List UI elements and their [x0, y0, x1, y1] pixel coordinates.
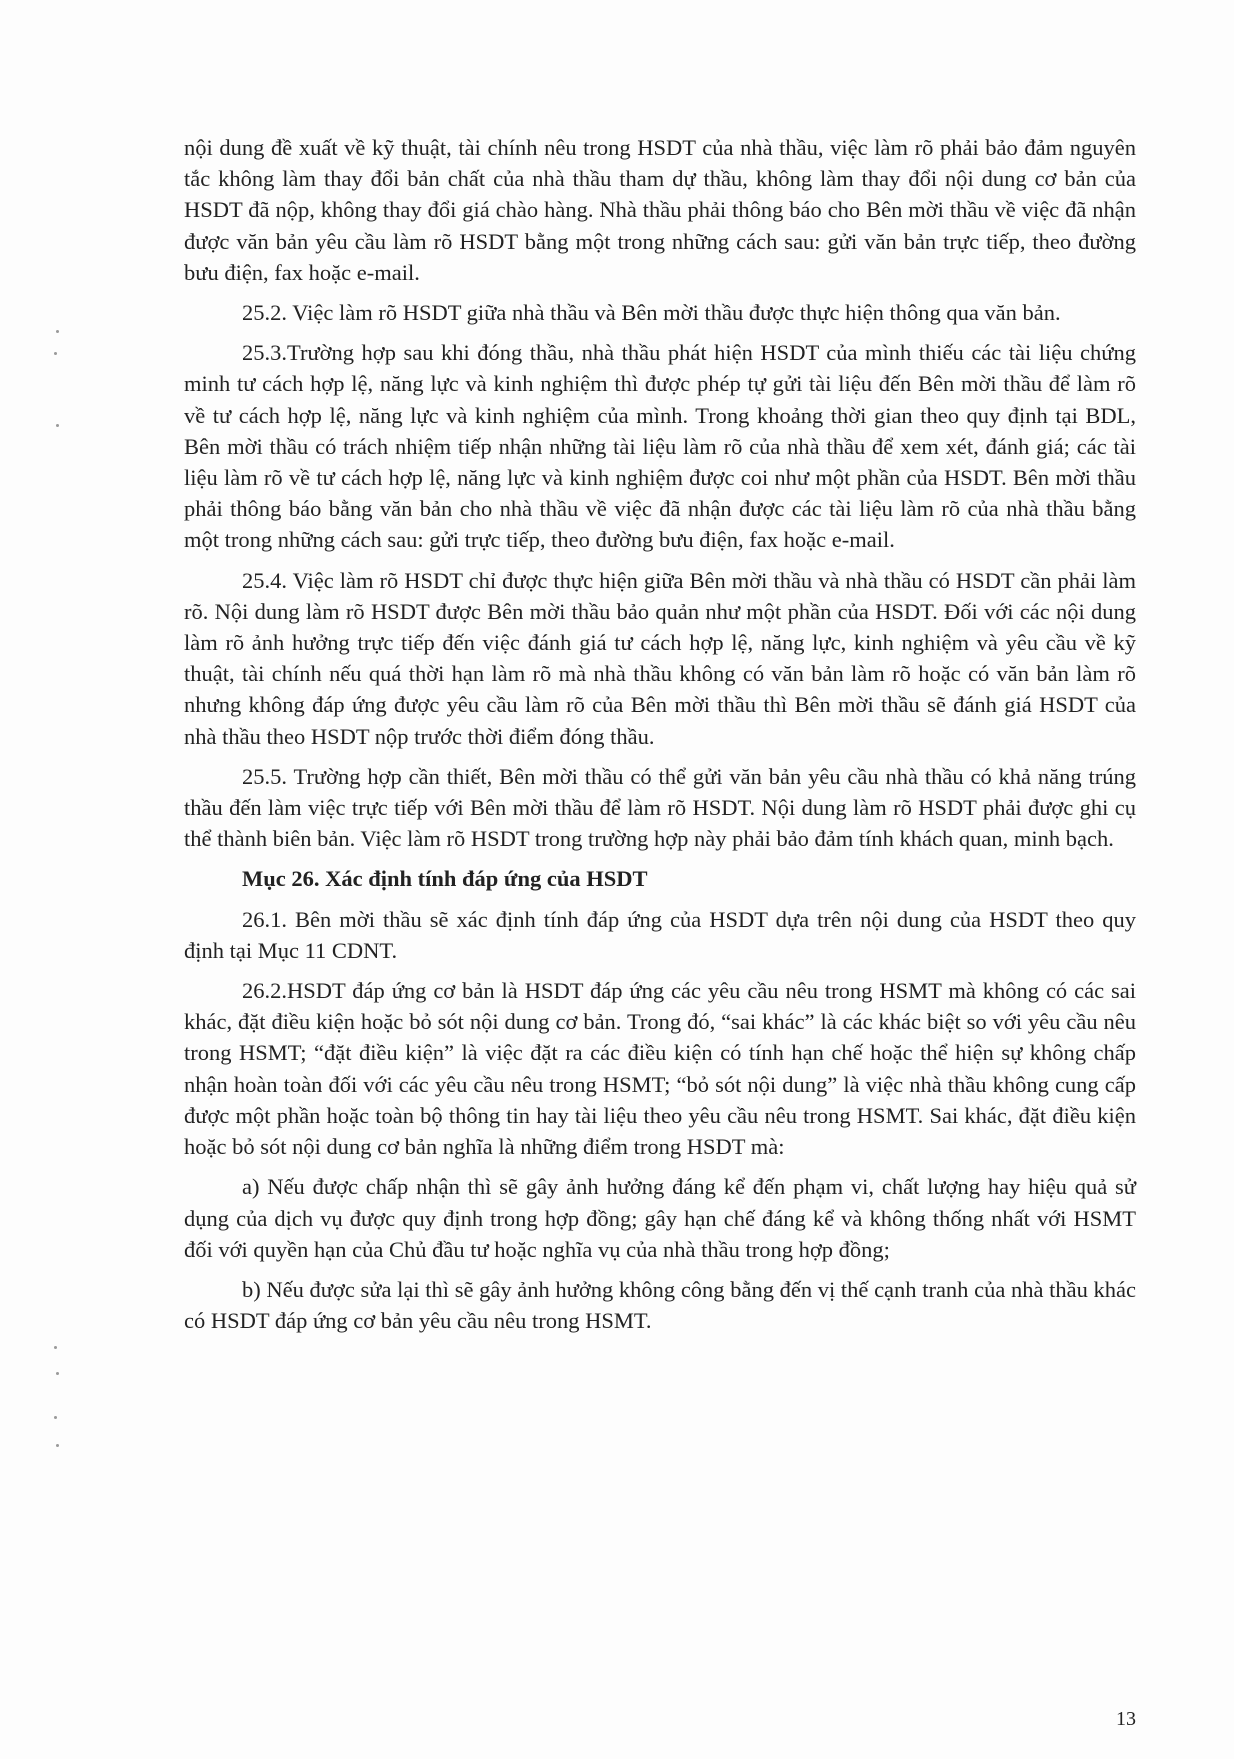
scan-speck [56, 330, 59, 333]
paragraph-25-4: 25.4. Việc làm rõ HSDT chỉ được thực hiện giữa Bên mời thầu và nhà thầu có HSDT cần phải làm rõ. Nội dung làm rõ HSDT được Bên mời thầu bảo quản như một phần của HSDT. Đối với các nội dung làm rõ ảnh hưởng trực tiếp đến việc đánh giá tư cách hợp lệ, năng lực, kinh nghiệm và yêu cầu về kỹ thuật, tài chính nếu quá thời hạn làm rõ mà nhà thầu không có văn bản làm rõ hoặc có văn bản làm rõ nhưng không đáp ứng được yêu cầu làm rõ của Bên mời thầu thì Bên mời thầu sẽ đánh giá HSDT của nhà thầu theo HSDT nộp trước thời điểm đóng thầu. [184, 567, 1136, 749]
paragraph-26-1: 26.1. Bên mời thầu sẽ xác định tính đáp ứng của HSDT dựa trên nội dung của HSDT theo quy định tại Mục 11 CDNT. [184, 906, 1136, 963]
paragraph-25-3: 25.3.Trường hợp sau khi đóng thầu, nhà thầu phát hiện HSDT của mình thiếu các tài liệu chứng minh tư cách hợp lệ, năng lực và kinh nghiệm thì được phép tự gửi tài liệu đến Bên mời thầu để làm rõ về tư cách hợp lệ, năng lực và kinh nghiệm của mình. Trong khoảng thời gian theo quy định tại BDL, Bên mời thầu có trách nhiệm tiếp nhận những tài liệu làm rõ của nhà thầu để xem xét, đánh giá; các tài liệu làm rõ về tư cách hợp lệ, năng lực và kinh nghiệm được coi như một phần của HSDT. Bên mời thầu phải thông báo bằng văn bản cho nhà thầu về việc đã nhận được các tài liệu làm rõ của nhà thầu bằng một trong những cách sau: gửi trực tiếp, theo đường bưu điện, fax hoặc e-mail. [184, 340, 1136, 553]
scan-speck [54, 1346, 57, 1349]
section-heading-26: Mục 26. Xác định tính đáp ứng của HSDT [242, 866, 648, 892]
document-body [184, 132, 1136, 1345]
scan-speck [54, 1416, 57, 1419]
scan-speck [56, 424, 59, 427]
paragraph-continuation: nội dung đề xuất về kỹ thuật, tài chính nêu trong HSDT của nhà thầu, việc làm rõ phải bảo đảm nguyên tắc không làm thay đổi bản chất của nhà thầu tham dự thầu, không làm thay đổi nội dung cơ bản của HSDT đã nộp, không thay đổi giá chào hàng. Nhà thầu phải thông báo cho Bên mời thầu về việc đã nhận được văn bản yêu cầu làm rõ HSDT bằng một trong những cách sau: gửi văn bản trực tiếp, theo đường bưu điện, fax hoặc e-mail. [184, 135, 1136, 285]
scan-speck [54, 352, 57, 355]
scan-speck [56, 1372, 59, 1375]
paragraph-26-2: 26.2.HSDT đáp ứng cơ bản là HSDT đáp ứng các yêu cầu nêu trong HSMT mà không có các sai khác, đặt điều kiện hoặc bỏ sót nội dung cơ bản. Trong đó, “sai khác” là các khác biệt so với yêu cầu nêu trong HSMT; “đặt điều kiện” là việc đặt ra các điều kiện có tính hạn chế hoặc thể hiện sự không chấp nhận hoàn toàn đối với các yêu cầu nêu trong HSMT; “bỏ sót nội dung” là việc nhà thầu không cung cấp được một phần hoặc toàn bộ thông tin hay tài liệu theo yêu cầu nêu trong HSMT. Sai khác, đặt điều kiện hoặc bỏ sót nội dung cơ bản nghĩa là những điểm trong HSDT mà: [184, 978, 1136, 1160]
scan-speck [56, 1444, 59, 1447]
paragraph-item-b: b) Nếu được sửa lại thì sẽ gây ảnh hưởng không công bằng đến vị thế cạnh tranh của nhà thầu khác có HSDT đáp ứng cơ bản yêu cầu nêu trong HSMT. [184, 1276, 1136, 1334]
paragraph-25-5: 25.5. Trường hợp cần thiết, Bên mời thầu có thể gửi văn bản yêu cầu nhà thầu có khả năng trúng thầu đến làm việc trực tiếp với Bên mời thầu để làm rõ HSDT. Nội dung làm rõ HSDT phải được ghi cụ thể thành biên bản. Việc làm rõ HSDT trong trường hợp này phải bảo đảm tính khách quan, minh bạch. [184, 763, 1136, 852]
paragraph-item-a: a) Nếu được chấp nhận thì sẽ gây ảnh hưởng đáng kể đến phạm vi, chất lượng hay hiệu quả sử dụng của dịch vụ được quy định trong hợp đồng; gây hạn chế đáng kể và không thống nhất với HSMT đối với quyền hạn của Chủ đầu tư hoặc nghĩa vụ của nhà thầu trong hợp đồng; [184, 1174, 1136, 1262]
page-number: 13 [1116, 1708, 1136, 1730]
paragraph-25-2: 25.2. Việc làm rõ HSDT giữa nhà thầu và Bên mời thầu được thực hiện thông qua văn bản. [242, 300, 1061, 326]
